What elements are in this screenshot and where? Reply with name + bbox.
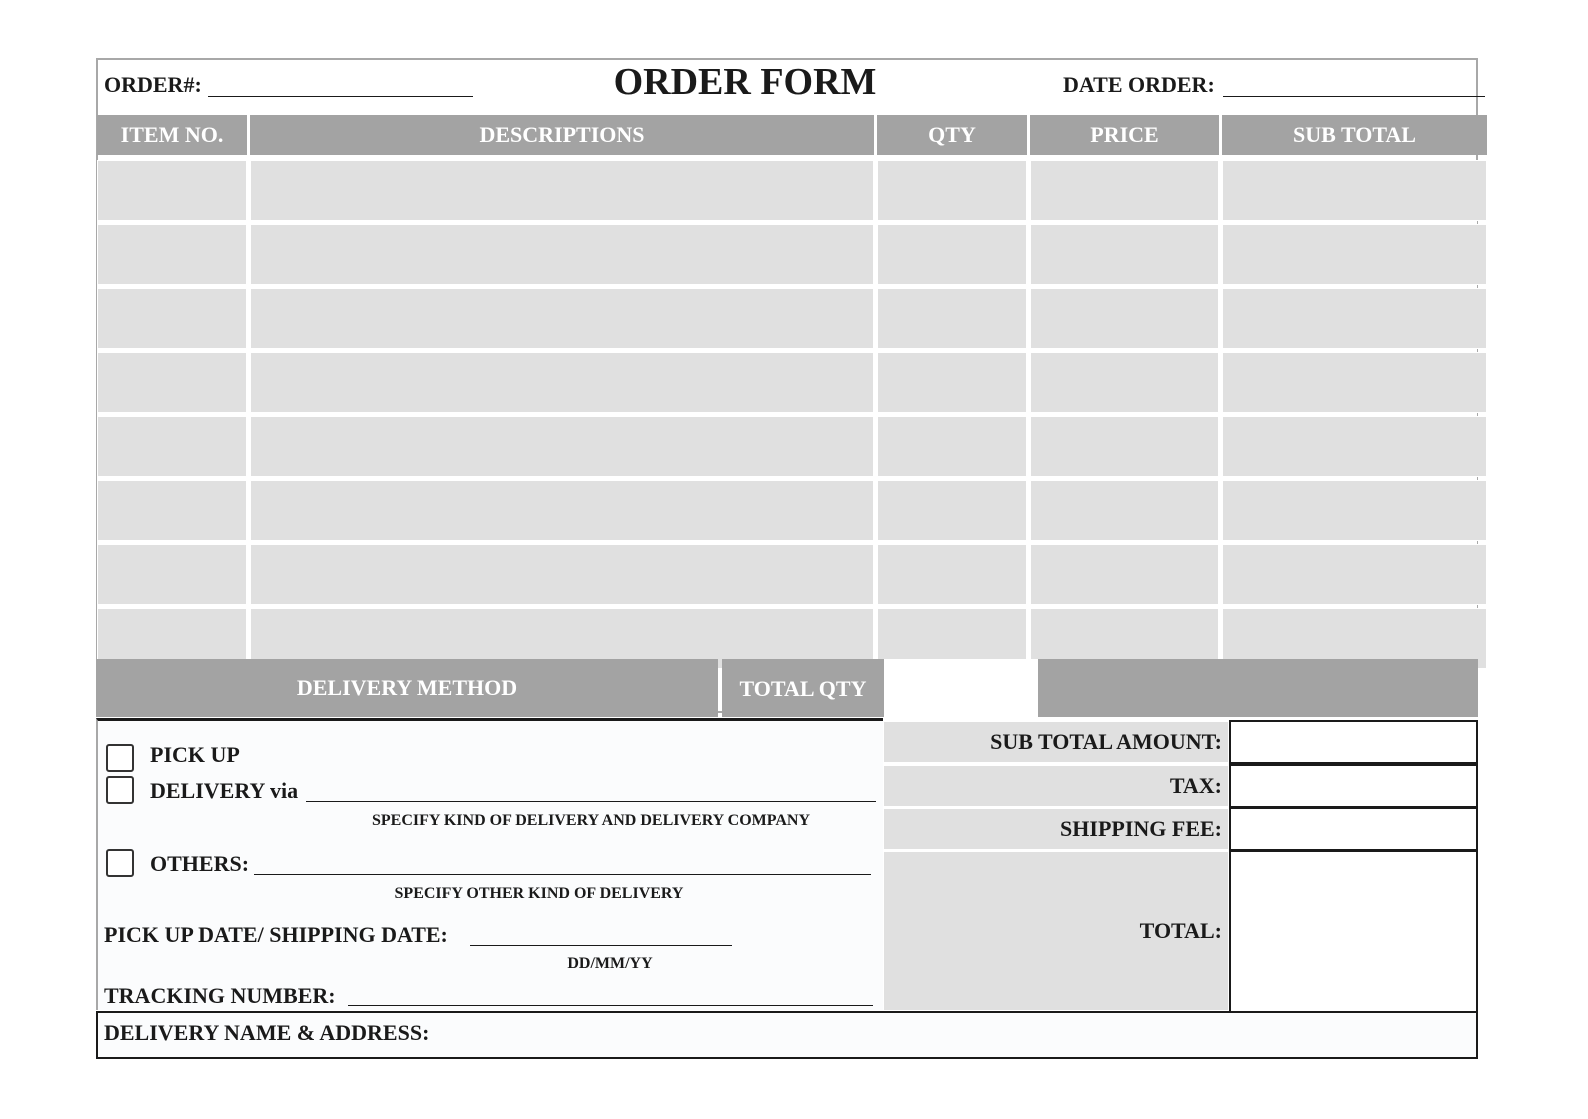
table-cell-qty[interactable] <box>877 160 1027 221</box>
column-header-price: PRICE <box>1030 115 1219 155</box>
others-checkbox[interactable] <box>106 849 134 877</box>
column-header-item-no: ITEM NO. <box>97 115 247 155</box>
table-cell-qty[interactable] <box>877 544 1027 605</box>
table-cell-item-no[interactable] <box>97 480 247 541</box>
others-hint: SPECIFY OTHER KIND OF DELIVERY <box>394 885 684 902</box>
table-cell-sub-total[interactable] <box>1222 160 1487 221</box>
date-order-field[interactable] <box>1223 96 1485 97</box>
table-cell-item-no[interactable] <box>97 352 247 413</box>
table-header <box>97 115 1477 155</box>
table-cell-qty[interactable] <box>877 480 1027 541</box>
shipping-fee-label: SHIPPING FEE: <box>884 809 1228 849</box>
others-label: OTHERS: <box>150 851 250 876</box>
table-cell-price[interactable] <box>1030 544 1219 605</box>
total-qty-box[interactable] <box>884 659 1038 717</box>
delivery-via-checkbox[interactable] <box>106 776 134 804</box>
table-cell-description[interactable] <box>250 352 874 413</box>
grey-bar-right <box>1038 659 1478 717</box>
table-cell-qty[interactable] <box>877 224 1027 285</box>
delivery-via-hint: SPECIFY KIND OF DELIVERY AND DELIVERY COMPANY <box>371 812 810 829</box>
table-cell-item-no[interactable] <box>97 416 247 477</box>
table-cell-qty[interactable] <box>877 416 1027 477</box>
table-cell-sub-total[interactable] <box>1222 544 1487 605</box>
shipping-date-label: PICK UP DATE/ SHIPPING DATE: <box>104 922 448 947</box>
table-cell-price[interactable] <box>1030 480 1219 541</box>
table-cell-description[interactable] <box>250 288 874 349</box>
table-cell-sub-total[interactable] <box>1222 288 1487 349</box>
table-cell-sub-total[interactable] <box>1222 416 1487 477</box>
delivery-method-header: DELIVERY METHOD <box>96 659 718 717</box>
table-cell-sub-total[interactable] <box>1222 480 1487 541</box>
column-header-descriptions: DESCRIPTIONS <box>250 115 874 155</box>
page-title: ORDER FORM <box>613 61 877 103</box>
table-cell-description[interactable] <box>250 416 874 477</box>
tax-box[interactable] <box>1229 764 1478 808</box>
order-number-field[interactable] <box>208 96 473 97</box>
table-cell-qty[interactable] <box>877 288 1027 349</box>
column-header-qty: QTY <box>877 115 1027 155</box>
table-cell-description[interactable] <box>250 160 874 221</box>
column-header-sub-total: SUB TOTAL <box>1222 115 1487 155</box>
table-cell-sub-total[interactable] <box>1222 352 1487 413</box>
delivery-via-field[interactable] <box>306 801 876 802</box>
order-number-label: ORDER#: <box>104 72 202 97</box>
delivery-address-label: DELIVERY NAME & ADDRESS: <box>104 1020 430 1045</box>
total-label: TOTAL: <box>884 852 1228 1010</box>
table-cell-qty[interactable] <box>877 352 1027 413</box>
shipping-date-format: DD/MM/YY <box>567 955 653 972</box>
table-cell-description[interactable] <box>250 224 874 285</box>
pickup-checkbox[interactable] <box>106 744 134 772</box>
subtotal-amount-label: SUB TOTAL AMOUNT: <box>884 722 1228 762</box>
table-cell-price[interactable] <box>1030 416 1219 477</box>
table-cell-price[interactable] <box>1030 160 1219 221</box>
table-cell-item-no[interactable] <box>97 544 247 605</box>
others-field[interactable] <box>254 874 871 875</box>
table-cell-price[interactable] <box>1030 288 1219 349</box>
shipping-fee-box[interactable] <box>1229 807 1478 851</box>
table-cell-description[interactable] <box>250 544 874 605</box>
total-qty-header: TOTAL QTY <box>722 659 884 717</box>
table-cell-price[interactable] <box>1030 352 1219 413</box>
delivery-via-label: DELIVERY via <box>150 778 299 803</box>
shipping-date-field[interactable] <box>470 945 732 946</box>
table-cell-sub-total[interactable] <box>1222 224 1487 285</box>
table-cell-item-no[interactable] <box>97 224 247 285</box>
table-cell-item-no[interactable] <box>97 160 247 221</box>
table-cell-description[interactable] <box>250 480 874 541</box>
pickup-label: PICK UP <box>150 742 240 767</box>
total-box[interactable] <box>1229 850 1478 1013</box>
tracking-number-field[interactable] <box>348 1005 873 1006</box>
items-table-body <box>97 160 1477 652</box>
tax-label: TAX: <box>884 766 1228 806</box>
table-cell-item-no[interactable] <box>97 288 247 349</box>
tracking-number-label: TRACKING NUMBER: <box>104 983 336 1008</box>
date-order-label: DATE ORDER: <box>1063 72 1215 97</box>
table-cell-price[interactable] <box>1030 224 1219 285</box>
subtotal-amount-box[interactable] <box>1229 720 1478 764</box>
